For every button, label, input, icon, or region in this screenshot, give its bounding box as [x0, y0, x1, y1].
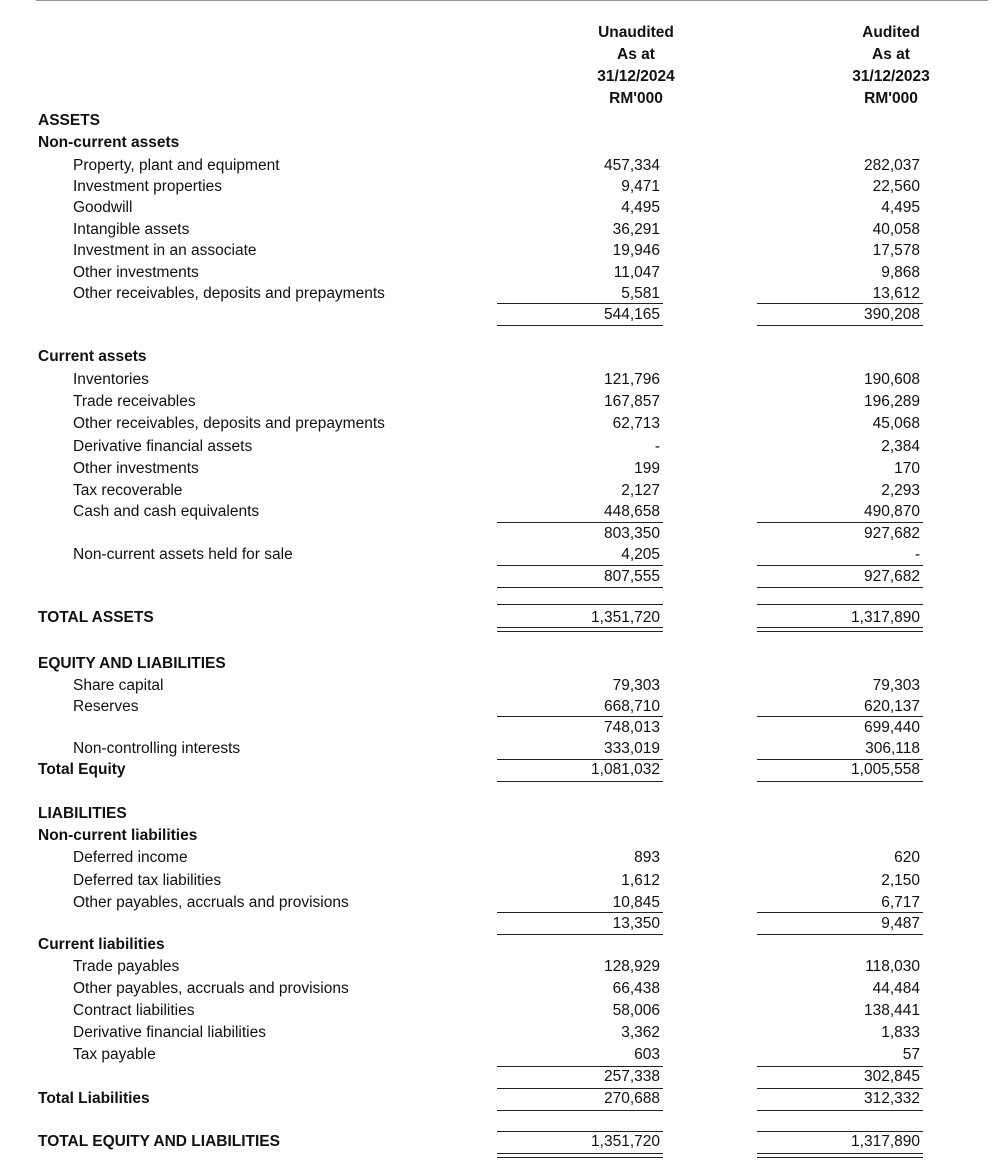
- double-total-rule: [497, 627, 663, 632]
- line-item-label: Derivative financial assets: [73, 438, 253, 455]
- line-item-label: Non-current assets: [38, 134, 180, 151]
- subtotal-rule: [757, 587, 923, 588]
- value-2024: 270,688: [603, 1090, 660, 1107]
- value-2023: 9,487: [881, 915, 920, 932]
- double-total-rule: [497, 1153, 663, 1158]
- statement-row: [0, 1131, 1000, 1153]
- statement-row: [0, 1088, 1000, 1110]
- line-item-label: Investment properties: [73, 178, 223, 195]
- subtotal-rule: [497, 587, 663, 588]
- column-header-line: Unaudited: [598, 24, 674, 41]
- line-item-label: Non-current liabilities: [38, 827, 198, 844]
- value-2023: 1,317,890: [851, 1133, 920, 1150]
- statement-row: [0, 240, 1000, 262]
- line-item-label: Deferred income: [73, 849, 188, 866]
- line-item-label: Intangible assets: [73, 221, 190, 238]
- value-2024: 9,471: [621, 178, 660, 195]
- subtotal-rule: [497, 934, 663, 935]
- value-2024: 457,334: [603, 157, 660, 174]
- value-2023: -: [914, 546, 920, 563]
- value-2023: 190,608: [863, 371, 920, 388]
- line-item-label: Current assets: [38, 348, 147, 365]
- line-item-label: Contract liabilities: [73, 1002, 195, 1019]
- column-header-line: Audited: [862, 24, 920, 41]
- value-2024: 2,127: [621, 482, 660, 499]
- statement-row: [0, 523, 1000, 545]
- column-header-line: 31/12/2023: [852, 68, 930, 85]
- statement-row: [0, 717, 1000, 739]
- subtotal-rule: [757, 1066, 923, 1067]
- total-rule: [497, 604, 663, 605]
- value-2024: 199: [634, 460, 660, 477]
- value-2023: 312,332: [863, 1090, 920, 1107]
- column-header-line: As at: [617, 46, 655, 63]
- line-item-label: Reserves: [73, 698, 139, 715]
- value-2024: 333,019: [603, 740, 660, 757]
- line-item-label: TOTAL ASSETS: [38, 609, 154, 626]
- statement-row: [0, 870, 1000, 892]
- value-2024: 62,713: [612, 415, 660, 432]
- statement-row: [0, 738, 1000, 760]
- line-item-label: Deferred tax liabilities: [73, 872, 222, 889]
- value-2024: 807,555: [603, 568, 660, 585]
- value-2024: 1,081,032: [591, 761, 660, 778]
- statement-row: [0, 1066, 1000, 1088]
- subtotal-rule: [497, 1066, 663, 1067]
- value-2023: 9,868: [881, 264, 920, 281]
- value-2024: 748,013: [603, 719, 660, 736]
- value-2024: 79,303: [612, 677, 660, 694]
- statement-row: [0, 978, 1000, 1000]
- value-2023: 490,870: [863, 503, 920, 520]
- line-item-label: Other payables, accruals and provisions: [73, 980, 349, 997]
- subtotal-rule: [757, 1088, 923, 1089]
- value-2023: 79,303: [872, 677, 920, 694]
- statement-row: [0, 566, 1000, 588]
- value-2023: 927,682: [863, 568, 920, 585]
- total-rule: [757, 1131, 923, 1132]
- total-rule: [497, 1131, 663, 1132]
- line-item-label: ASSETS: [38, 112, 101, 129]
- value-2023: 620: [894, 849, 920, 866]
- line-item-label: Investment in an associate: [73, 242, 257, 259]
- line-item-label: LIABILITIES: [38, 805, 127, 822]
- subtotal-rule: [757, 565, 923, 566]
- statement-row: [0, 436, 1000, 458]
- line-item-label: Non-current assets held for sale: [73, 546, 293, 563]
- line-item-label: TOTAL EQUITY AND LIABILITIES: [38, 1133, 280, 1150]
- value-2024: 803,350: [603, 525, 660, 542]
- subtotal-rule: [757, 522, 923, 523]
- line-item-label: Trade payables: [73, 958, 180, 975]
- statement-row: [0, 110, 1000, 132]
- statement-row: [0, 197, 1000, 219]
- value-2023: 118,030: [865, 958, 920, 975]
- line-item-label: Non-controlling interests: [73, 740, 241, 757]
- subtotal-rule: [497, 303, 663, 304]
- line-item-label: Other investments: [73, 264, 199, 281]
- double-total-rule: [757, 1153, 923, 1158]
- double-total-rule: [757, 627, 923, 632]
- statement-row: [0, 283, 1000, 305]
- statement-row: [0, 696, 1000, 718]
- subtotal-rule: [497, 716, 663, 717]
- value-2023: 17,578: [872, 242, 920, 259]
- value-2024: 668,710: [603, 698, 660, 715]
- value-2024: 3,362: [621, 1024, 660, 1041]
- column-header-line: RM'000: [609, 90, 663, 107]
- value-2024: 10,845: [612, 894, 660, 911]
- value-2023: 40,058: [872, 221, 920, 238]
- line-item-label: EQUITY AND LIABILITIES: [38, 655, 226, 672]
- value-2024: 603: [634, 1046, 660, 1063]
- subtotal-rule: [497, 912, 663, 913]
- subtotal-rule: [497, 781, 663, 782]
- value-2023: 282,037: [863, 157, 920, 174]
- value-2024: 58,006: [612, 1002, 660, 1019]
- subtotal-rule: [497, 759, 663, 760]
- value-2024: 36,291: [612, 221, 660, 238]
- value-2023: 22,560: [872, 178, 920, 195]
- subtotal-rule: [497, 1110, 663, 1111]
- subtotal-rule: [497, 565, 663, 566]
- value-2023: 306,118: [865, 740, 920, 757]
- statement-row: [0, 1000, 1000, 1022]
- line-item-label: Current liabilities: [38, 936, 165, 953]
- value-2023: 620,137: [863, 698, 920, 715]
- statement-row: [0, 155, 1000, 177]
- value-2024: 1,612: [621, 872, 660, 889]
- value-2023: 1,005,558: [851, 761, 920, 778]
- statement-row: [0, 304, 1000, 326]
- subtotal-rule: [757, 934, 923, 935]
- subtotal-rule: [757, 716, 923, 717]
- statement-row: [0, 956, 1000, 978]
- statement-row: [0, 480, 1000, 502]
- statement-row: [0, 262, 1000, 284]
- statement-row: [0, 1044, 1000, 1066]
- value-2023: 196,289: [863, 393, 920, 410]
- line-item-label: Share capital: [73, 677, 164, 694]
- subtotal-rule: [497, 325, 663, 326]
- subtotal-rule: [497, 522, 663, 523]
- line-item-label: Other investments: [73, 460, 199, 477]
- value-2023: 1,317,890: [851, 609, 920, 626]
- statement-row: [0, 346, 1000, 368]
- value-2023: 13,612: [872, 285, 920, 302]
- value-2024: -: [654, 438, 660, 455]
- line-item-label: Other payables, accruals and provisions: [73, 894, 349, 911]
- statement-row: [0, 934, 1000, 956]
- value-2024: 5,581: [621, 285, 660, 302]
- statement-row: [0, 391, 1000, 413]
- statement-row: [0, 132, 1000, 154]
- line-item-label: Inventories: [73, 371, 149, 388]
- statement-row: [0, 607, 1000, 629]
- statement-row: [0, 458, 1000, 480]
- value-2023: 2,293: [881, 482, 920, 499]
- statement-row: [0, 176, 1000, 198]
- statement-row: [0, 544, 1000, 566]
- value-2024: 1,351,720: [591, 609, 660, 626]
- value-2024: 66,438: [612, 980, 660, 997]
- value-2023: 4,495: [881, 199, 920, 216]
- line-item-label: Other receivables, deposits and prepayments: [73, 285, 385, 302]
- column-header-unaudited: [556, 22, 716, 110]
- value-2023: 699,440: [863, 719, 920, 736]
- value-2024: 4,495: [621, 199, 660, 216]
- value-2023: 1,833: [881, 1024, 920, 1041]
- value-2023: 6,717: [881, 894, 920, 911]
- value-2024: 11,047: [613, 264, 660, 281]
- line-item-label: Total Equity: [38, 761, 126, 778]
- line-item-label: Trade receivables: [73, 393, 196, 410]
- value-2024: 13,350: [612, 915, 660, 932]
- subtotal-rule: [757, 912, 923, 913]
- line-item-label: Cash and cash equivalents: [73, 503, 260, 520]
- statement-row: [0, 413, 1000, 435]
- value-2023: 2,384: [881, 438, 920, 455]
- value-2023: 170: [894, 460, 920, 477]
- statement-row: [0, 1022, 1000, 1044]
- subtotal-rule: [757, 325, 923, 326]
- statement-row: [0, 847, 1000, 869]
- column-header-line: As at: [872, 46, 910, 63]
- value-2023: 2,150: [881, 872, 920, 889]
- value-2023: 390,208: [863, 306, 920, 323]
- statement-row: [0, 825, 1000, 847]
- value-2024: 448,658: [603, 503, 660, 520]
- value-2024: 1,351,720: [591, 1133, 660, 1150]
- statement-row: [0, 219, 1000, 241]
- value-2023: 57: [902, 1046, 920, 1063]
- value-2023: 302,845: [863, 1068, 920, 1085]
- line-item-label: Tax recoverable: [73, 482, 183, 499]
- statement-row: [0, 369, 1000, 391]
- line-item-label: Derivative financial liabilities: [73, 1024, 266, 1041]
- line-item-label: Other receivables, deposits and prepayments: [73, 415, 385, 432]
- subtotal-rule: [757, 759, 923, 760]
- subtotal-rule: [757, 1110, 923, 1111]
- value-2023: 138,441: [863, 1002, 920, 1019]
- statement-row: [0, 892, 1000, 914]
- total-rule: [757, 604, 923, 605]
- value-2024: 544,165: [603, 306, 660, 323]
- subtotal-rule: [757, 781, 923, 782]
- statement-row: [0, 675, 1000, 697]
- line-item-label: Property, plant and equipment: [73, 157, 280, 174]
- value-2023: 927,682: [863, 525, 920, 542]
- line-item-label: Goodwill: [73, 199, 133, 216]
- value-2024: 893: [634, 849, 660, 866]
- top-border: [36, 0, 988, 1]
- subtotal-rule: [497, 1088, 663, 1089]
- line-item-label: Total Liabilities: [38, 1090, 150, 1107]
- statement-row: [0, 501, 1000, 523]
- value-2024: 121,796: [603, 371, 660, 388]
- value-2024: 19,946: [612, 242, 660, 259]
- column-header-audited: [811, 22, 971, 110]
- column-header-line: RM'000: [864, 90, 918, 107]
- statement-row: [0, 759, 1000, 781]
- value-2024: 128,929: [603, 958, 660, 975]
- subtotal-rule: [757, 303, 923, 304]
- line-item-label: Tax payable: [73, 1046, 156, 1063]
- value-2024: 257,338: [603, 1068, 660, 1085]
- column-header-line: 31/12/2024: [597, 68, 675, 85]
- statement-row: [0, 653, 1000, 675]
- value-2023: 45,068: [872, 415, 920, 432]
- statement-row: [0, 803, 1000, 825]
- value-2024: 167,857: [603, 393, 660, 410]
- statement-row: [0, 913, 1000, 935]
- value-2024: 4,205: [621, 546, 660, 563]
- value-2023: 44,484: [872, 980, 920, 997]
